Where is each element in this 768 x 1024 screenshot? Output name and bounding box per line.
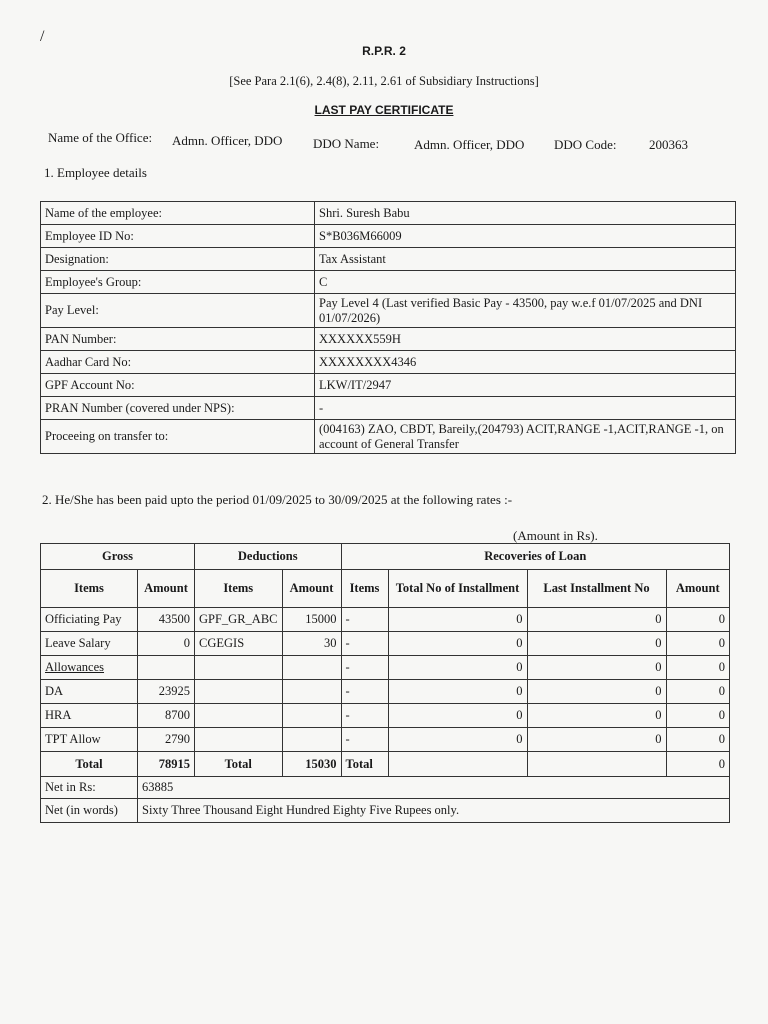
deduction-amount: 15000 [282, 608, 341, 632]
page-title: LAST PAY CERTIFICATE [314, 103, 454, 117]
gross-item: HRA [41, 704, 138, 728]
employee-field-label: Designation: [41, 248, 315, 271]
section2-heading: 2. He/She has been paid upto the period 01/09/2025 to 30/09/2025 at the following rates :- [42, 492, 513, 507]
gross-items-header: Items [41, 570, 138, 608]
deduction-total-label: Total [195, 752, 283, 777]
deduction-item: CGEGIS [195, 632, 283, 656]
recovery-last-installment: 0 [527, 680, 666, 704]
employee-row [41, 248, 736, 271]
recovery-amount: 0 [666, 632, 730, 656]
employee-field-label: GPF Account No: [41, 374, 315, 397]
gross-item: TPT Allow [41, 728, 138, 752]
recovery-items-header: Items [341, 570, 388, 608]
recovery-amount-header: Amount [666, 570, 730, 608]
recovery-total-installment: 0 [388, 608, 527, 632]
recovery-item: - [341, 632, 388, 656]
gross-item: Leave Salary [41, 632, 138, 656]
gross-amount: 8700 [138, 704, 195, 728]
gross-amount [138, 656, 195, 680]
gross-amount: 0 [138, 632, 195, 656]
margin-pen-mark: / [40, 28, 45, 45]
employee-field-label: Proceeing on transfer to: [41, 420, 315, 454]
recovery-total-installment: 0 [388, 680, 527, 704]
pay-row [41, 656, 730, 680]
gross-amount: 2790 [138, 728, 195, 752]
employee-row [41, 271, 736, 294]
deductions-header: Deductions [195, 544, 342, 570]
ddo-name-label: DDO Name: [313, 136, 380, 151]
deduction-item [195, 680, 283, 704]
recovery-amount: 0 [666, 680, 730, 704]
employee-field-value: S*B036M66009 [315, 225, 736, 248]
recovery-total-installment: 0 [388, 704, 527, 728]
deduction-total-value: 15030 [282, 752, 341, 777]
employee-field-label: Employee ID No: [41, 225, 315, 248]
gross-amount: 43500 [138, 608, 195, 632]
recovery-total-installment: 0 [388, 656, 527, 680]
form-code: R.P.R. 2 [362, 44, 406, 58]
pay-row [41, 608, 730, 632]
deduction-amount-header: Amount [282, 570, 341, 608]
recovery-amount: 0 [666, 656, 730, 680]
employee-field-value: Tax Assistant [315, 248, 736, 271]
recovery-last-installment: 0 [527, 656, 666, 680]
net-value: 63885 [138, 777, 730, 799]
recovery-last-installment: 0 [527, 632, 666, 656]
deduction-amount [282, 704, 341, 728]
employee-field-value: - [315, 397, 736, 420]
deduction-item: GPF_GR_ABC [195, 608, 283, 632]
recovery-amount: 0 [666, 608, 730, 632]
gross-total-label: Total [41, 752, 138, 777]
employee-field-label: PAN Number: [41, 328, 315, 351]
deduction-items-header: Items [195, 570, 283, 608]
pay-row [41, 704, 730, 728]
net-words-label: Net (in words) [41, 799, 138, 823]
employee-row [41, 351, 736, 374]
gross-item: Officiating Pay [41, 608, 138, 632]
employee-field-label: Aadhar Card No: [41, 351, 315, 374]
section1-heading: 1. Employee details [44, 165, 147, 180]
employee-field-value: XXXXXX559H [315, 328, 736, 351]
pay-row [41, 680, 730, 704]
recoveries-header: Recoveries of Loan [341, 544, 730, 570]
pay-row [41, 728, 730, 752]
employee-field-value: (004163) ZAO, CBDT, Bareily,(204793) ACIT,RANGE -1,ACIT,RANGE -1, on account of General Transfer [315, 420, 736, 454]
employee-field-value: LKW/IT/2947 [315, 374, 736, 397]
employee-row [41, 397, 736, 420]
recovery-last-installment: 0 [527, 728, 666, 752]
recovery-last-installment: 0 [527, 608, 666, 632]
recovery-item: - [341, 728, 388, 752]
employee-details-table [40, 201, 736, 454]
recovery-item: - [341, 656, 388, 680]
recovery-amount: 0 [666, 704, 730, 728]
gross-header: Gross [41, 544, 195, 570]
deduction-item [195, 704, 283, 728]
deduction-amount [282, 728, 341, 752]
office-value: Admn. Officer, DDO [172, 133, 283, 148]
employee-row [41, 328, 736, 351]
deduction-item [195, 656, 283, 680]
gross-amount: 23925 [138, 680, 195, 704]
total-blank [527, 752, 666, 777]
total-installment-header: Total No of Installment [388, 570, 527, 608]
ddo-code-label: DDO Code: [554, 137, 617, 152]
total-blank [388, 752, 527, 777]
deduction-item [195, 728, 283, 752]
office-label: Name of the Office: [48, 130, 153, 145]
ddo-code-value: 200363 [649, 137, 688, 152]
ddo-name-value: Admn. Officer, DDO [414, 137, 525, 152]
recovery-total-installment: 0 [388, 728, 527, 752]
employee-field-value: Shri. Suresh Babu [315, 202, 736, 225]
employee-row [41, 294, 736, 328]
employee-field-label: Pay Level: [41, 294, 315, 328]
gross-item: Allowances [41, 656, 138, 680]
recovery-item: - [341, 704, 388, 728]
gross-amount-header: Amount [138, 570, 195, 608]
gross-total-value: 78915 [138, 752, 195, 777]
employee-field-value: XXXXXXXX4346 [315, 351, 736, 374]
last-installment-header: Last Installment No [527, 570, 666, 608]
employee-row [41, 420, 736, 454]
deduction-amount: 30 [282, 632, 341, 656]
net-label: Net in Rs: [41, 777, 138, 799]
recovery-total-installment: 0 [388, 632, 527, 656]
recovery-item: - [341, 680, 388, 704]
net-words-value: Sixty Three Thousand Eight Hundred Eighty Five Rupees only. [138, 799, 730, 823]
recovery-last-installment: 0 [527, 704, 666, 728]
recovery-amount: 0 [666, 728, 730, 752]
employee-field-label: Employee's Group: [41, 271, 315, 294]
pay-details-table [40, 543, 730, 823]
deduction-amount [282, 656, 341, 680]
amount-note: (Amount in Rs). [513, 528, 598, 543]
pay-row [41, 632, 730, 656]
reference-line: [See Para 2.1(6), 2.4(8), 2.11, 2.61 of Subsidiary Instructions] [229, 74, 539, 88]
recovery-total-value: 0 [666, 752, 730, 777]
deduction-amount [282, 680, 341, 704]
recovery-item: - [341, 608, 388, 632]
employee-row [41, 225, 736, 248]
employee-field-value: C [315, 271, 736, 294]
gross-item: DA [41, 680, 138, 704]
employee-field-label: PRAN Number (covered under NPS): [41, 397, 315, 420]
employee-field-value: Pay Level 4 (Last verified Basic Pay - 43500, pay w.e.f 01/07/2025 and DNI 01/07/2026) [315, 294, 736, 328]
employee-row [41, 202, 736, 225]
employee-row [41, 374, 736, 397]
recovery-total-label: Total [341, 752, 388, 777]
employee-field-label: Name of the employee: [41, 202, 315, 225]
